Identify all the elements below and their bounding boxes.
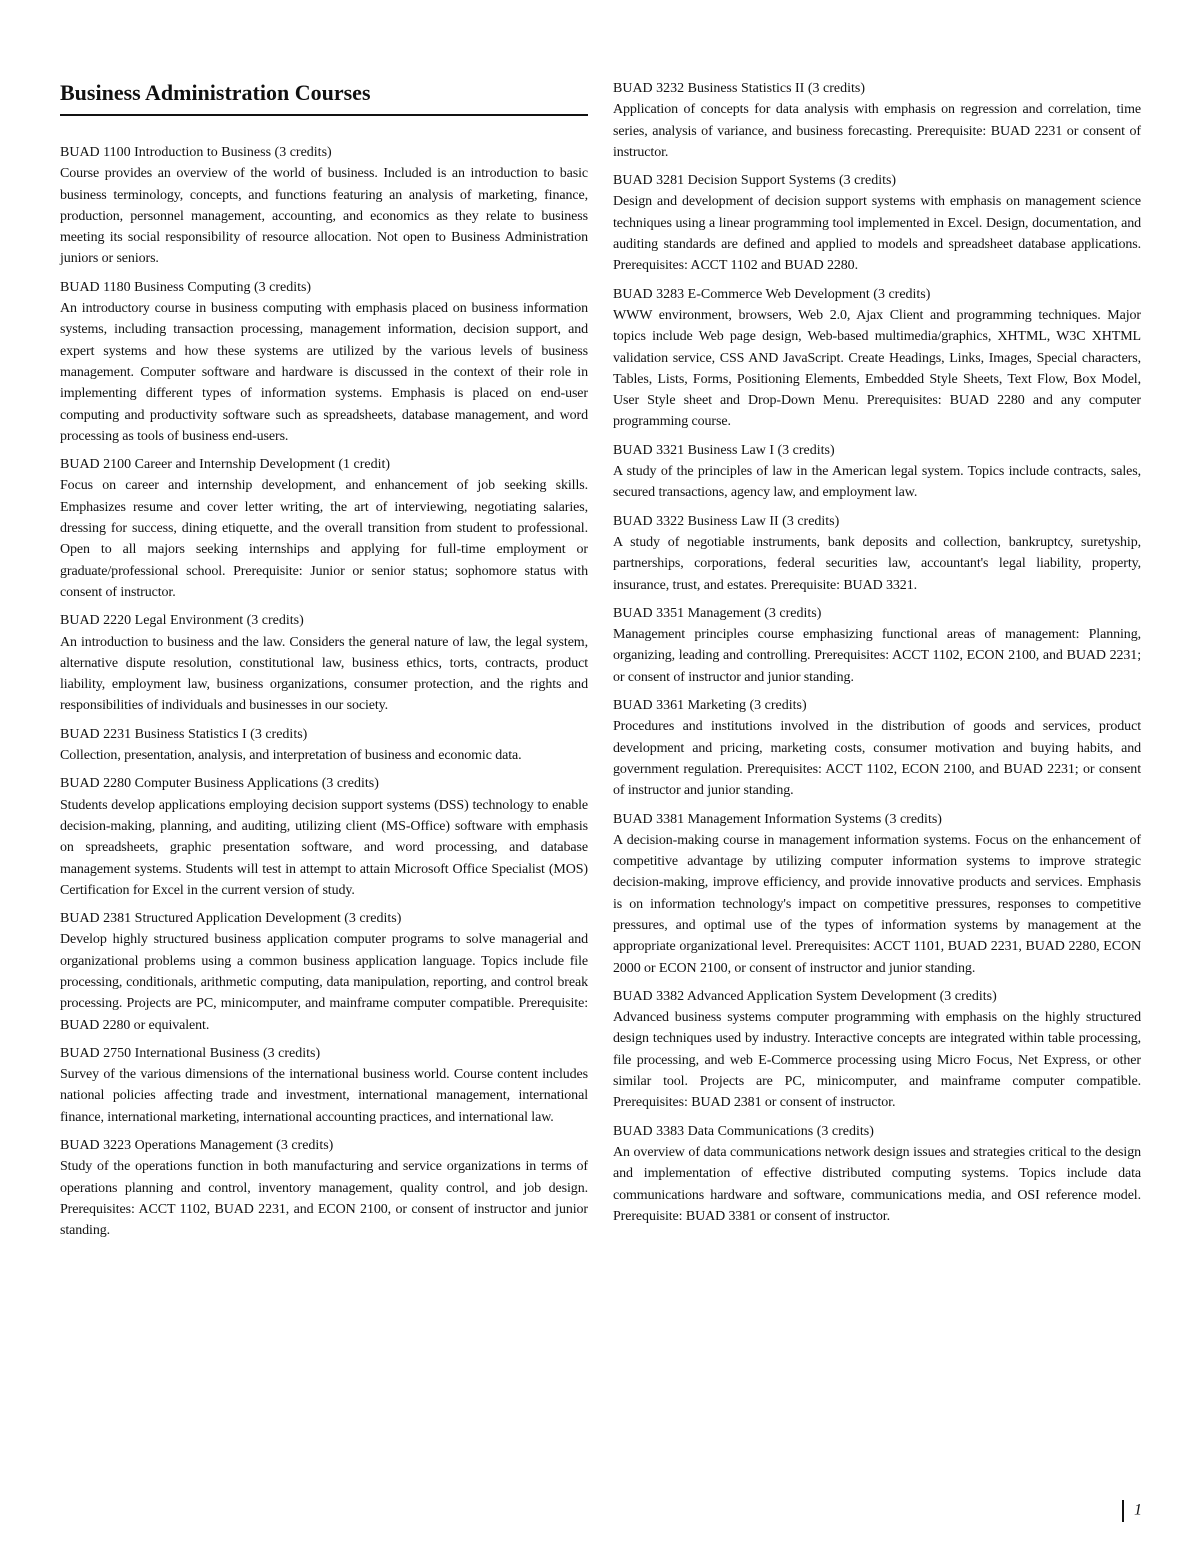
course-title: BUAD 2231 Business Statistics I (3 credits) — [60, 726, 308, 742]
course-description: Course provides an overview of the world of business. Included is an introduction to basic business terminology, concepts, and functions featuring an analysis of marketing, finance, production, personnel management, accounting, and economics as they relate to business meeting its social responsibility of resource allocation. Not open to Business Administration juniors or seniors. — [60, 166, 588, 267]
course-entry — [60, 454, 588, 603]
course-title: BUAD 3322 Business Law II (3 credits) — [613, 513, 840, 529]
course-description: Focus on career and internship development, and enhancement of job seeking skills. Emphasizes resume and cover letter writing, the art of interviewing, negotiating salaries, dressing for success, dining etiquette, and the overall transition from student to professional. Open to all majors seeking internships and applying for full-time employment or graduate/professional school. Prerequisite: Junior or senior status; sophomore status with consent of instructor. — [60, 478, 588, 600]
course-title: BUAD 2220 Legal Environment (3 credits) — [60, 613, 304, 629]
course-title: BUAD 1100 Introduction to Business (3 credits) — [60, 145, 332, 160]
course-title: BUAD 3382 Advanced Application System Development (3 credits) — [613, 988, 997, 1004]
course-description: An overview of data communications network design issues and strategies critical to the design and implementation of effective distributed computing systems. Topics include data communications hardware and software, communications media, and OSI reference model. Prerequisite: BUAD 3381 or consent of instructor. — [613, 1144, 1141, 1224]
course-entry — [613, 986, 1141, 1114]
course-description: An introductory course in business computing with emphasis placed on business information systems, including transaction processing, management information, decision support, and expert systems and how these systems are utilized by the various levels of business management. Computer software and hardware is discussed in the context of their role in implementing different types of information systems. Emphasis is placed on end-user computing and productivity software such as spreadsheets, database management, and word processing as tools of business end-users. — [60, 301, 588, 444]
course-description: A study of negotiable instruments, bank deposits and collection, bankruptcy, suretyship, partnerships, corporations, federal securities law, accountant's legal liability, property, insurance, trust, and estates. Prerequisite: BUAD 3321. — [613, 534, 1141, 593]
course-title: BUAD 2280 Computer Business Applications (3 credits) — [60, 776, 379, 792]
course-description: An introduction to business and the law. Considers the general nature of law, the legal system, alternative dispute resolution, constitutional law, business ethics, torts, contracts, product liability, employment law, business organizations, consumer protection, and the rights and responsibilities of individuals and businesses in our society. — [60, 634, 588, 714]
course-title: BUAD 3383 Data Communications (3 credits) — [613, 1123, 874, 1139]
course-entry — [60, 724, 588, 767]
course-title: BUAD 3283 E-Commerce Web Development (3 credits) — [613, 286, 931, 302]
course-list-left — [60, 142, 588, 1242]
course-title: BUAD 3281 Decision Support Systems (3 credits) — [613, 173, 897, 189]
page-title: Business Administration Courses — [60, 80, 371, 105]
course-entry — [60, 277, 588, 447]
course-entry — [613, 603, 1141, 688]
course-description: Advanced business systems computer programming with emphasis on the highly structured design techniques used by industry. Interactive concepts are integrated within table processing, file processing, and web E-Commerce processing using Micro Focus, Net Express, or other similar tool. Projects are PC, minicomputer, and mainframe computer compatible. Prerequisites: BUAD 2381 or consent of instructor. — [613, 1010, 1141, 1111]
page-number-divider — [1122, 1500, 1124, 1522]
course-description: Collection, presentation, analysis, and interpretation of business and economic data. — [60, 748, 522, 764]
course-title: BUAD 2100 Career and Internship Development (1 credit) — [60, 457, 391, 473]
course-entry — [60, 1135, 588, 1241]
course-title: BUAD 3232 Business Statistics II (3 credits) — [613, 81, 865, 96]
course-description: Study of the operations function in both manufacturing and service organizations in terms of operations planning and control, inventory management, quality control, and job design. Prerequisites: ACCT 1102, BUAD 2231, and ECON 2100, or consent of instructor and junior standing. — [60, 1159, 588, 1239]
course-entry — [613, 695, 1141, 801]
page-number — [1122, 1500, 1142, 1522]
course-entry — [60, 908, 588, 1036]
course-title: BUAD 3321 Business Law I (3 credits) — [613, 442, 835, 458]
course-entry — [60, 142, 588, 270]
course-description: Procedures and institutions involved in the distribution of goods and services, product development and pricing, marketing costs, consumer motivation and buying habits, and government regulation. Prerequisites: ACCT 1102, ECON 2100, and BUAD 2231; or consent of instructor and junior standing. — [613, 719, 1141, 799]
course-description: Students develop applications employing decision support systems (DSS) technology to enable decision-making, planning, and auditing, utilizing client (MS-Office) software with emphasis on spreadsheets, graphic presentation software, and word processing, and database management systems. Students will test in attempt to attain Microsoft Office Specialist (MOS) Certification for Excel in the current version of study. — [60, 797, 588, 898]
page-number-text: 1 — [1134, 1501, 1142, 1519]
course-entry — [613, 284, 1141, 433]
course-title: BUAD 2381 Structured Application Development (3 credits) — [60, 911, 402, 927]
course-title: BUAD 3381 Management Information Systems (3 credits) — [613, 811, 942, 827]
course-entry — [613, 1121, 1141, 1227]
course-title: BUAD 1180 Business Computing (3 credits) — [60, 279, 312, 295]
course-title: BUAD 3351 Management (3 credits) — [613, 605, 822, 621]
course-entry — [60, 773, 588, 901]
course-entry — [613, 170, 1141, 276]
course-title: BUAD 2750 International Business (3 credits) — [60, 1045, 321, 1061]
course-description: A decision-making course in management information systems. Focus on the enhancement of competitive advantage by utilizing computer information systems to improve strategic decision-making, improve efficiency, and provide innovative products and services. Emphasis is on information technology's impact on competitive pressures, responses to competitive pressures, and optimal use of the types of information systems by management at the appropriate organizational level. Prerequisites: ACCT 1101, BUAD 2231, BUAD 2280, ECON 2000 or ECON 2100, or consent of instructor and junior standing. — [613, 832, 1141, 976]
course-description: Design and development of decision support systems with emphasis on management science techniques using a linear programming tool implemented in Excel. Design, documentation, and auditing standards are defined and applied to models and spreadsheet database applications. Prerequisites: ACCT 1102 and BUAD 2280. — [613, 194, 1141, 274]
left-column — [60, 78, 588, 1249]
course-entry — [60, 1043, 588, 1128]
course-description: Management principles course emphasizing functional areas of management: Planning, organizing, leading and controlling. Prerequisites: ACCT 1102, ECON 2100, and BUAD 2231; or consent of instructor and junior standing. — [613, 627, 1141, 685]
course-entry — [60, 610, 588, 716]
course-entry — [613, 511, 1141, 596]
course-title: BUAD 3223 Operations Management (3 credits) — [60, 1138, 334, 1154]
course-description: Develop highly structured business application computer programs to solve managerial and organizational problems using a common business application language. Topics include file processing, conditionals, arithmetic computing, data manipulation, reporting, and control break processing. Projects are PC, minicomputer, and mainframe computer compatible. Prerequisite: BUAD 2280 or equivalent. — [60, 932, 588, 1033]
course-list-right — [613, 78, 1141, 1227]
course-entry — [613, 809, 1141, 979]
course-entry — [613, 78, 1141, 163]
right-column — [613, 78, 1141, 1234]
course-description: Survey of the various dimensions of the international business world. Course content includes national policies affecting trade and investment, international management, international finance, international marketing, international accounting practices, and international law. — [60, 1067, 588, 1125]
course-description: A study of the principles of law in the American legal system. Topics include contracts, sales, secured transactions, agency law, and employment law. — [613, 464, 1141, 501]
course-title: BUAD 3361 Marketing (3 credits) — [613, 698, 807, 714]
course-description: WWW environment, browsers, Web 2.0, Ajax Client and programming techniques. Major topics include Web page design, Web-based multimedia/graphics, XHTML, W3C XHTML validation service, CSS AND JavaScript. Create Headings, Links, Images, Special characters, Tables, Lists, Forms, Positioning Elements, Embedded Style Sheets, Text Flow, Box Model, User Style sheet and Drop-Down Menu. Prerequisites: BUAD 2280 and any computer programming course. — [613, 307, 1141, 430]
title-divider — [60, 114, 588, 116]
course-description: Application of concepts for data analysis with emphasis on regression and correlation, time series, analysis of variance, and business forecasting. Prerequisite: BUAD 2231 or consent of instructor. — [613, 102, 1141, 160]
course-entry — [613, 440, 1141, 504]
